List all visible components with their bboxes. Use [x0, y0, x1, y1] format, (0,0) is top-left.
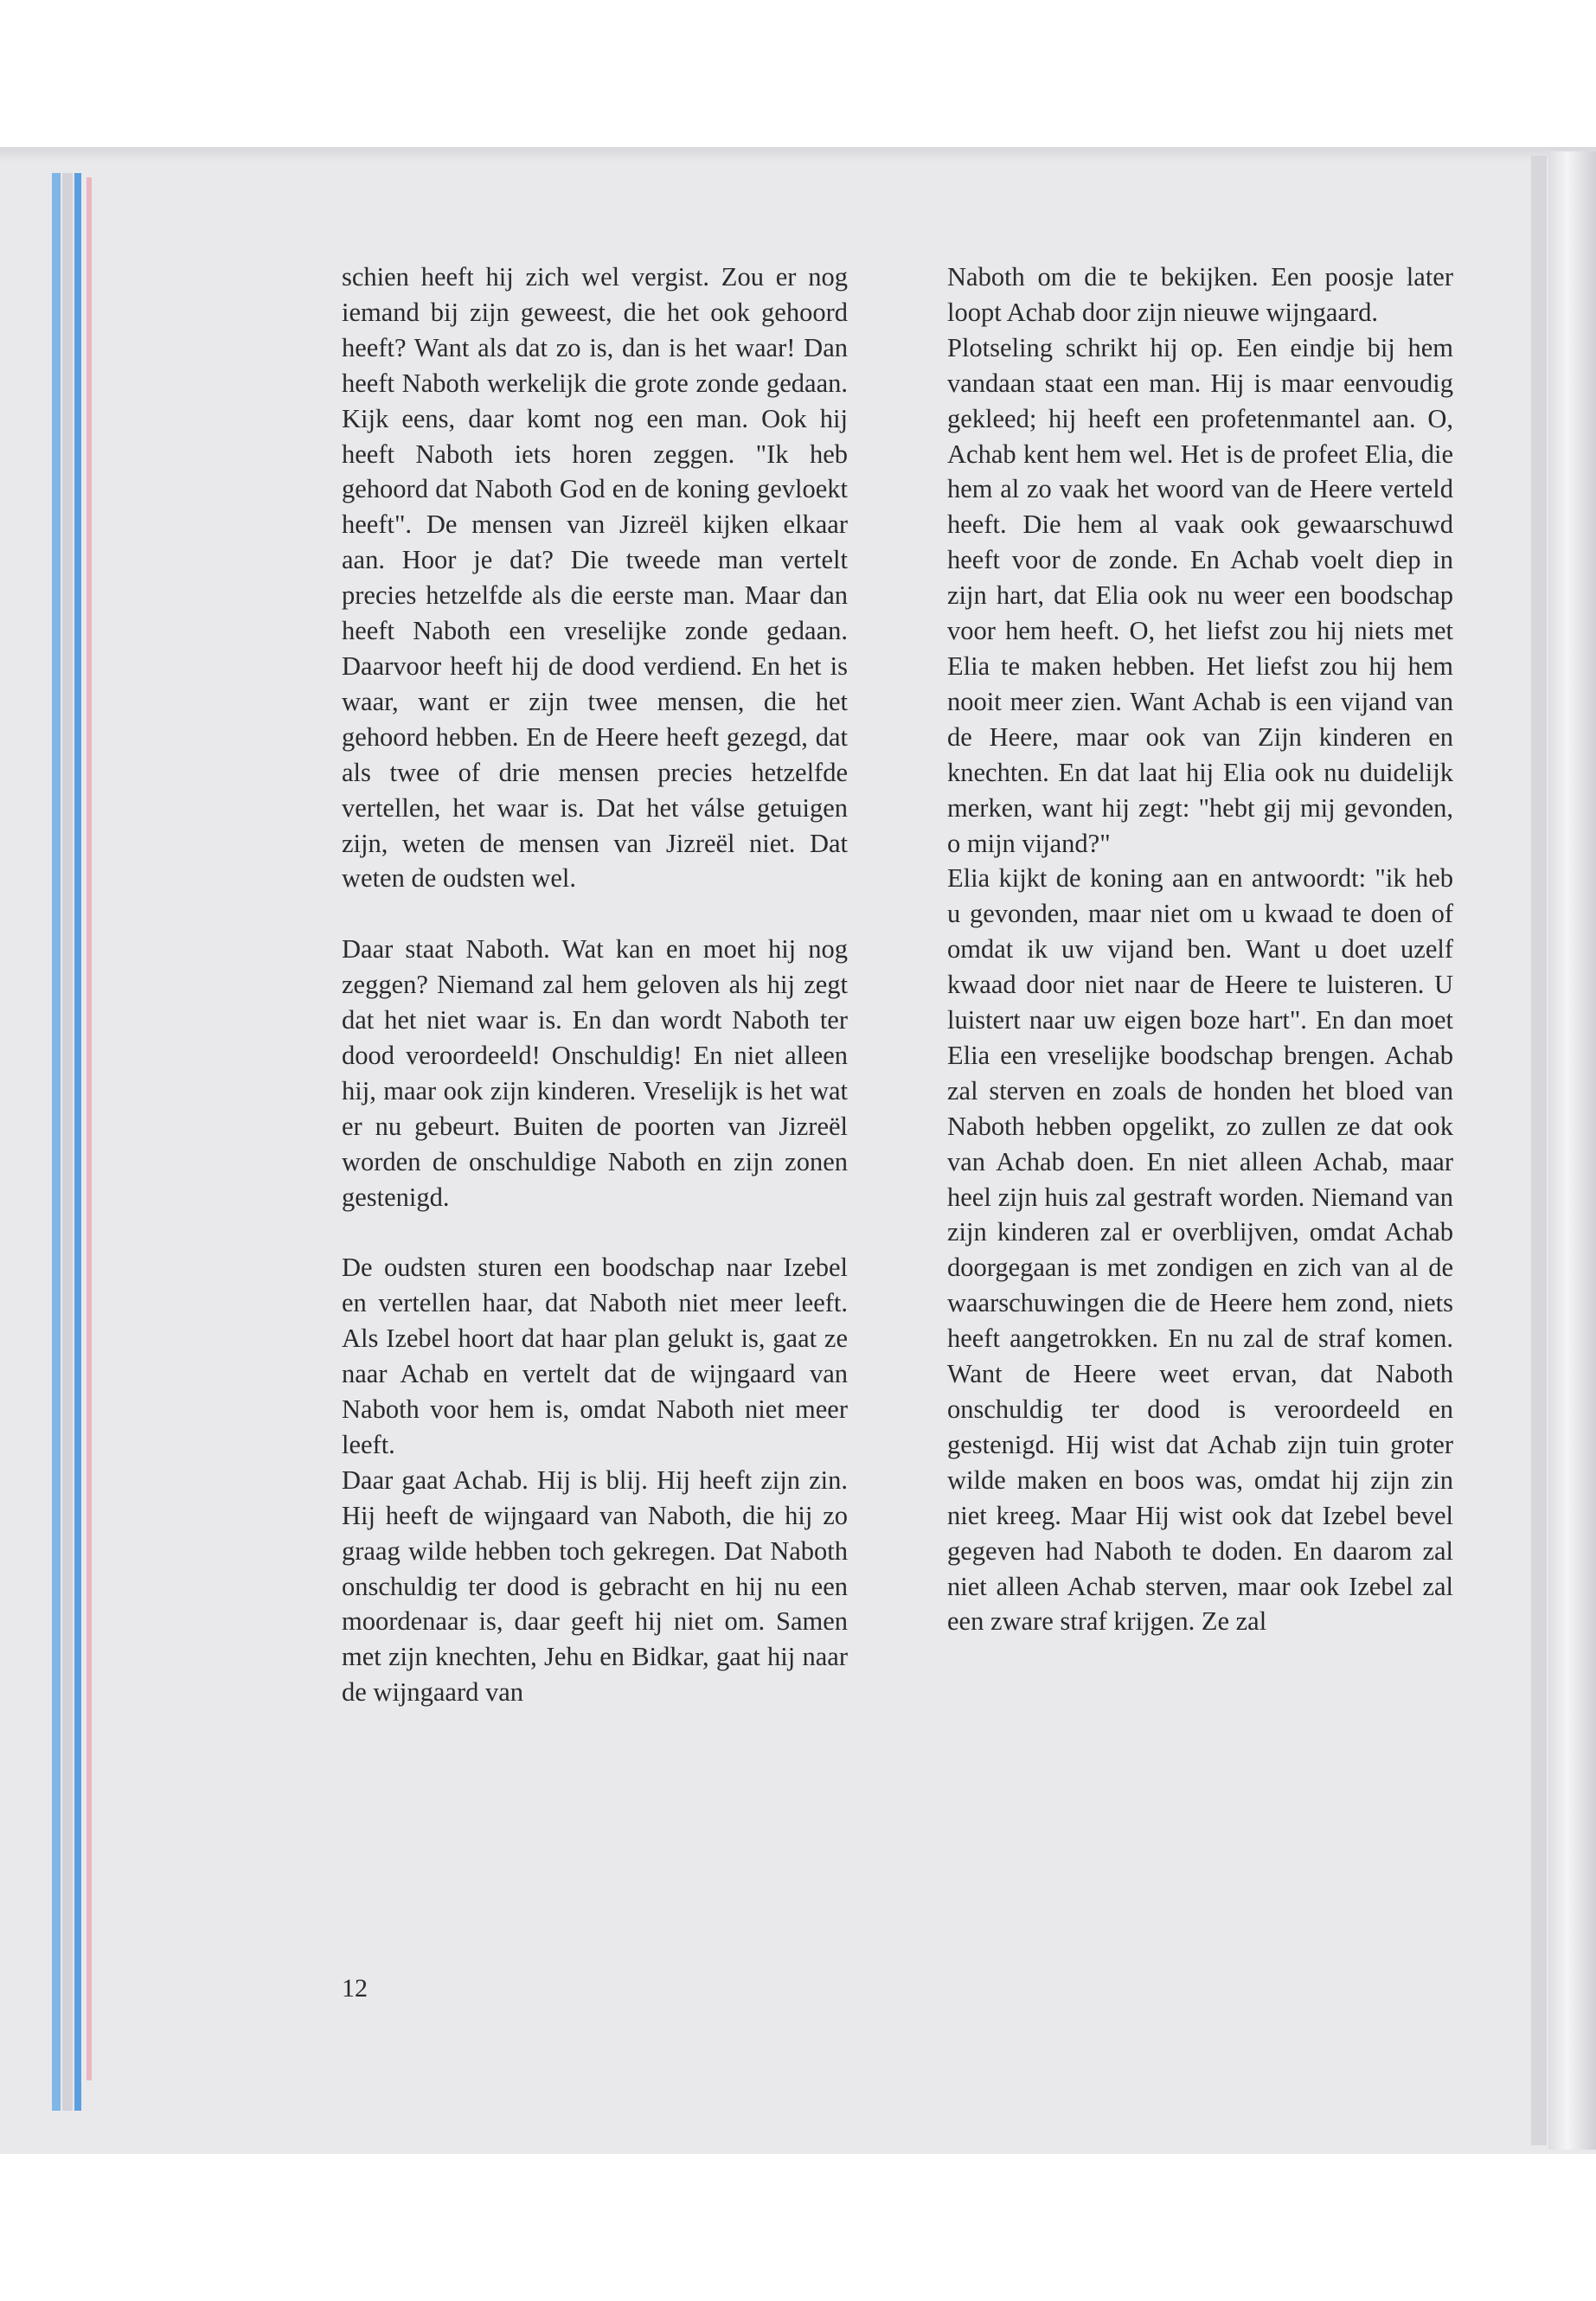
right-text-column — [947, 260, 1453, 1639]
paragraph: Plotseling schrikt hij op. Een eindje bij hem vandaan staat een man. Hij is maar eenvoudig gekleed; hij heeft een profetenmantel aan. O, Achab kent hem wel. Het is de profeet Elia, die hem al zo vaak het woord van de Heere verteld heeft. Die hem al vaak ook gewaarschuwd heeft voor de zonde. En Achab voelt diep in zijn hart, dat Elia ook nu weer een boodschap voor hem heeft. O, het liefst zou hij niets met Elia te maken hebben. Het liefst zou hij hem nooit meer zien. Want Achab is een vijand van de Heere, maar ook van Zijn kinderen en knechten. En dat laat hij Elia ook nu duidelijk merken, want hij zegt: "hebt gij mij gevonden, o mijn vijand?" — [947, 332, 1453, 858]
paragraph: De oudsten sturen een boodschap naar Izebel en vertellen haar, dat Naboth niet meer leeft. Als Izebel hoort dat haar plan gelukt is, gaat ze naar Achab en vertelt dat de wijngaard van Naboth voor hem is, omdat Naboth niet meer leeft. — [342, 1253, 848, 1459]
paragraph: Elia kijkt de koning aan en antwoordt: "ik heb u gevonden, maar niet om u kwaad te doen of omdat ik uw vijand ben. Want u doet uzelf kwaad door niet naar de Heere te luisteren. U luistert naar uw eigen boze hart". En dan moet Elia een vreselijke boodschap brengen. Achab zal sterven en zoals de honden het bloed van Naboth hebben opgelikt, zo zullen ze dat ook van Achab doen. En niet alleen Achab, maar heel zijn huis zal gestraft worden. Niemand van zijn kinderen zal er overblijven, omdat Achab doorgegaan is met zondigen en zich van al de waarschuwingen die de Heere hem zond, niets heeft aangetrokken. En nu zal de straf komen. Want de Heere weet ervan, dat Naboth onschuldig ter dood is veroordeeld en gestenigd. Hij wist dat Achab zijn tuin groter wilde maken en boos was, omdat hij zijn zin niet kreeg. Maar Hij wist ook dat Izebel bevel gegeven had Naboth te doden. En daarom zal niet alleen Achab sterven, maar ook Izebel zal een zware straf krijgen. Ze zal — [947, 863, 1453, 1637]
page-edge-stripe — [62, 173, 73, 2111]
paragraph: Daar gaat Achab. Hij is blij. Hij heeft zijn zin. Hij heeft de wijngaard van Naboth, die hij zo graag wilde hebben toch gekregen. Dat Naboth onschuldig ter dood is gebracht en hij nu een moordenaar is, daar geeft hij niet om. Samen met zijn knechten, Jehu en Bidkar, gaat hij naar de wijngaard van — [342, 1465, 848, 1708]
page-top-shadow — [0, 147, 1596, 163]
book-right-edge — [1548, 151, 1596, 2150]
page-edge-stripe — [87, 177, 92, 2080]
page-number: 12 — [342, 1974, 368, 2003]
left-text-column — [342, 260, 848, 1710]
page-edge-stripe — [74, 173, 81, 2111]
book-gutter — [1531, 156, 1547, 2145]
page-edge-stripe — [52, 173, 61, 2111]
paragraph: schien heeft hij zich wel vergist. Zou er nog iemand bij zijn geweest, die het ook gehoord heeft? Want als dat zo is, dan is het waar! Dan heeft Naboth werkelijk die grote zonde gedaan. Kijk eens, daar komt nog een man. Ook hij heeft Naboth iets horen zeggen. "Ik heb gehoord dat Naboth God en de koning gevloekt heeft". De mensen van Jizreël kijken elkaar aan. Hoor je dat? Die tweede man vertelt precies hetzelfde als die eerste man. Maar dan heeft Naboth een vreselijke zonde gedaan. Daarvoor heeft hij de dood verdiend. En het is waar, want er zijn twee mensen, die het gehoord hebben. En de Heere heeft gezegd, dat als twee of drie mensen precies hetzelfde vertellen, het waar is. Dat het válse getuigen zijn, weten de mensen van Jizreël niet. Dat weten de oudsten wel. — [342, 262, 848, 894]
paragraph: Daar staat Naboth. Wat kan en moet hij nog zeggen? Niemand zal hem geloven als hij zegt dat het niet waar is. En dan wordt Naboth ter dood veroordeeld! Onschuldig! En niet alleen hij, maar ook zijn kinderen. Vreselijk is het wat er nu gebeurt. Buiten de poorten van Jizreël worden de onschuldige Naboth en zijn zonen gestenigd. — [342, 934, 848, 1212]
paragraph: Naboth om die te bekijken. Een poosje later loopt Achab door zijn nieuwe wijngaard. — [947, 262, 1453, 327]
